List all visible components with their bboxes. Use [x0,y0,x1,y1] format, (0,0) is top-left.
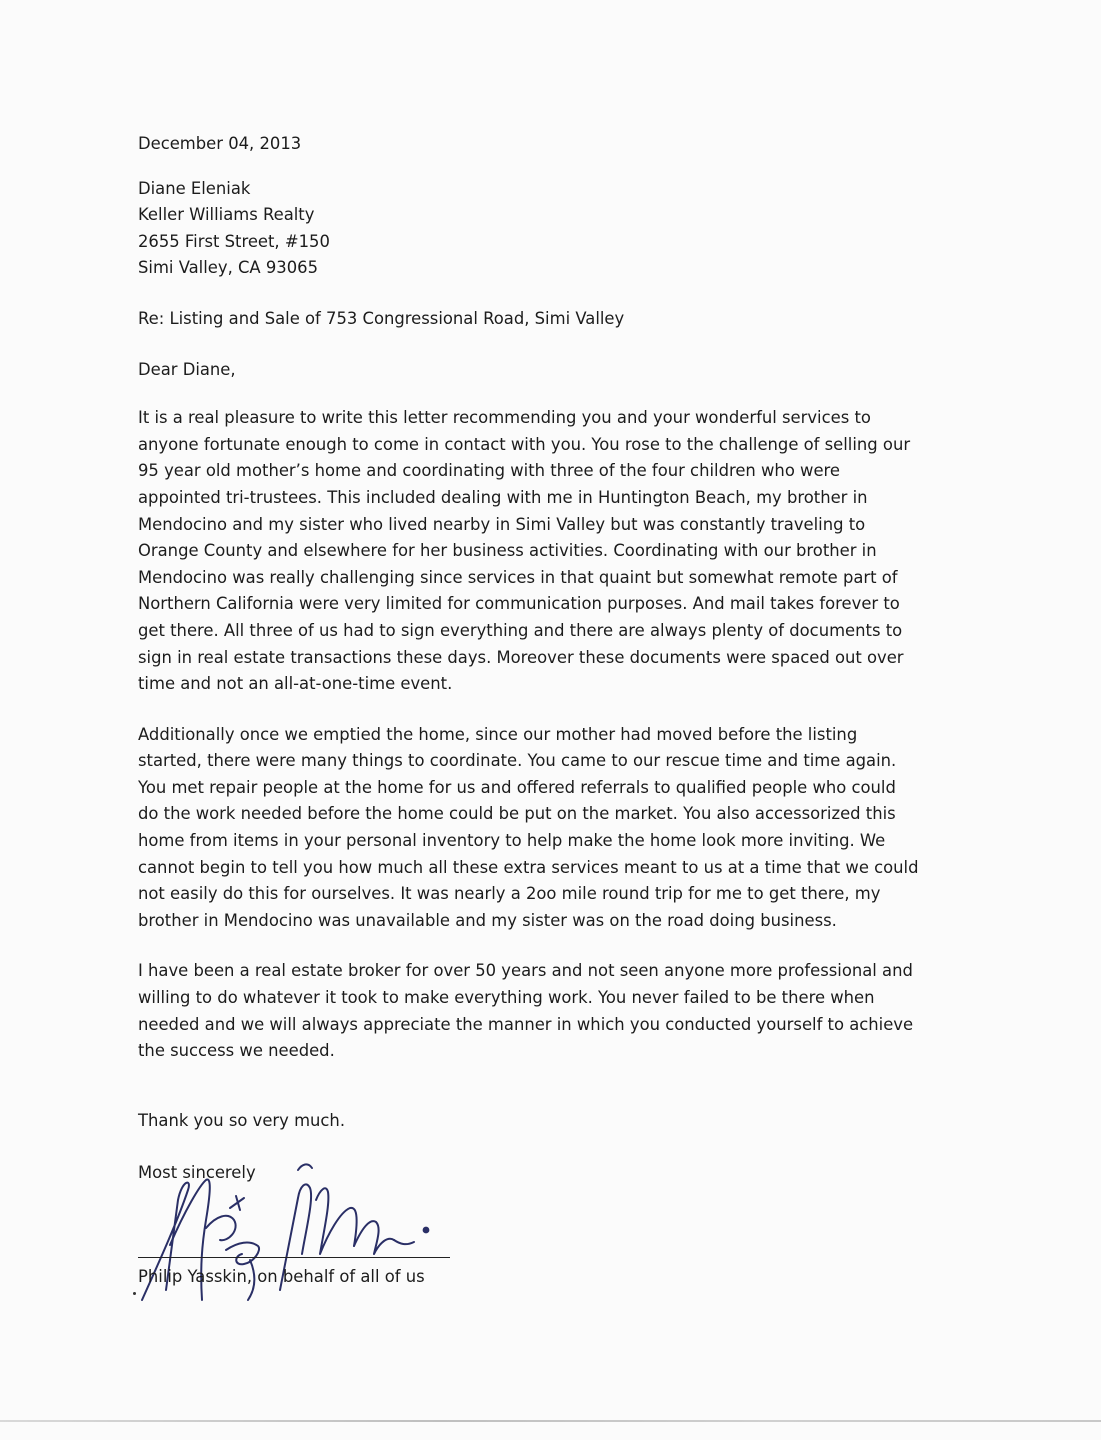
recipient-city-state-zip: Simi Valley, CA 93065 [138,258,318,278]
paragraph-line: do the work needed before the home could be put on the market. You also accessorized this [138,804,896,824]
paragraph-line: You met repair people at the home for us and offered referrals to qualified people who could [138,777,896,797]
recipient-address-block [138,176,968,282]
paragraph-line: Additionally once we emptied the home, since our mother had moved before the listing [138,724,858,744]
scan-edge [0,1420,1101,1422]
paragraph-line: Mendocino was really challenging since services in that quaint but somewhat remote part of [138,567,898,587]
paragraph-line: Northern California were very limited for communication purposes. And mail takes forever to [138,594,900,614]
closing-line: Most sincerely [138,1162,256,1182]
paragraph-line: not easily do this for ourselves. It was nearly a 2oo mile round trip for me to get there, my [138,884,881,904]
paragraph-line: started, there were many things to coordinate. You came to our rescue time and time again. [138,751,897,771]
paragraph-line: brother in Mendocino was unavailable and my sister was on the road doing business. [138,910,837,930]
paragraph-line: sign in real estate transactions these days. Moreover these documents were spaced out over [138,647,904,667]
recipient-company: Keller Williams Realty [138,205,315,225]
thanks-line: Thank you so very much. [138,1111,346,1130]
signature-line [138,1257,450,1258]
paragraph-line: anyone fortunate enough to come in contact with you. You rose to the challenge of selling our [138,434,911,454]
letter-body [138,131,968,1065]
paragraph-3 [138,958,968,1064]
letter-date: December 04, 2013 [138,134,302,153]
paragraph-line: the success we needed. [138,1041,335,1061]
signer-name: Philip Yasskin, on behalf of all of us [138,1267,425,1286]
subject-line: Re: Listing and Sale of 753 Congressional Road, Simi Valley [138,308,625,328]
paragraph-line: Mendocino and my sister who lived nearby in Simi Valley but was constantly traveling to [138,514,866,534]
paragraph-line: appointed tri-trustees. This included dealing with me in Huntington Beach, my brother in [138,487,868,507]
paragraph-line: home from items in your personal inventory to help make the home look more inviting. We [138,831,886,851]
ink-dot [133,1292,136,1295]
salutation: Dear Diane, [138,359,236,379]
paragraph-2 [138,722,968,935]
recipient-name: Diane Eleniak [138,178,251,198]
paragraph-line: cannot begin to tell you how much all these extra services meant to us at a time that we could [138,857,919,877]
paragraph-line: I have been a real estate broker for over 50 years and not seen anyone more professional and [138,961,913,981]
paragraph-line: needed and we will always appreciate the manner in which you conducted yourself to achieve [138,1014,914,1034]
paragraph-line: Orange County and elsewhere for her business activities. Coordinating with our brother in [138,541,877,561]
paragraph-line: get there. All three of us had to sign everything and there are always plenty of documents to [138,620,903,640]
paragraph-line: willing to do whatever it took to make everything work. You never failed to be there when [138,988,875,1008]
recipient-street: 2655 First Street, #150 [138,231,330,251]
paragraph-line: It is a real pleasure to write this letter recommending you and your wonderful services to [138,408,871,428]
paragraph-line: time and not an all-at-one-time event. [138,674,453,694]
paragraph-1 [138,405,968,698]
paragraph-line: 95 year old mother’s home and coordinating with three of the four children who were [138,461,841,481]
